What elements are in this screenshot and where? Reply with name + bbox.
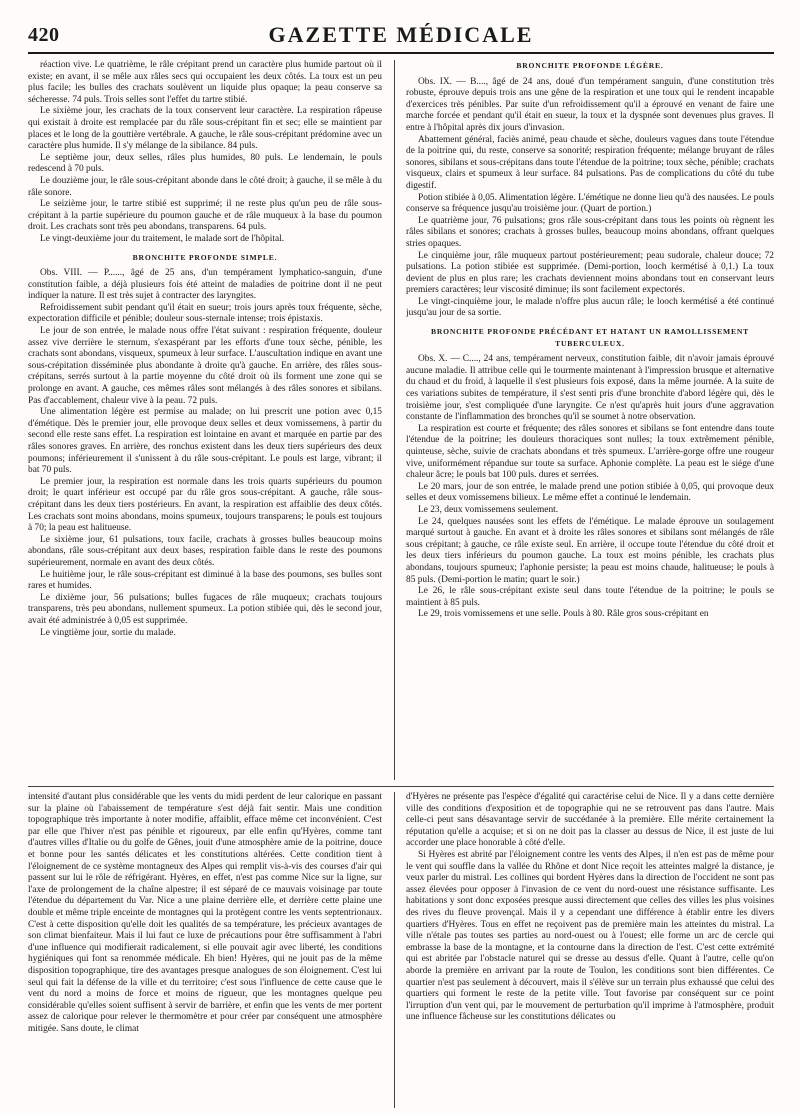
column-divider — [394, 60, 395, 780]
paragraph: intensité d'autant plus considérable que les vents du midi perdent de leur calorique en passant sur la plaine où l'abaissement de température s'est déjà fait sentir. Mais une condition topographique très importante à noter modifie, affaiblit, efface même cet inconvénient. C'est par elle que l'hiver n'est pas pénible et rigoureux, par elle enfin qu'Hyères, comme tant d'autres villes d'Italie ou du golfe de Gênes, jouit d'une atmosphère amie de la poitrine, douce et bonne pour les santés délicates et les constitutions altérées. Cette condition tient à l'éloignement de ce système montagneux des Alpes qui remplit vis-à-vis des courses d'air qui passent sur lui le rôle de réfrigérant. Hyères, en effet, n'est pas comme Nice sur la ligne, sur l'axe de prolongement de la chaîne alpestre; il est séparé de ce mauvais voisinage par toute l'étendue du département du Var. Nice a une plaine derrière elle, et derrière cette plaine une double et même triple enceinte de montagnes qui la protègent contre les vents septentrionaux. C'est à cette disposition qu'elle doit les qualités de sa température, les précieux avantages de son climat bienfaiteur. Mais il lui faut ce luxe de précautions pour être suffisamment à l'abri d'une influence qui modifierait radicalement, si elle pouvait agir avec liberté, les conditions hygiéniques qui font sa renommée médicale. Eh bien! Hyères, qui ne jouit pas de la même disposition topographique, tire des avantages presque analogues de son éloignement. C'est lui seul qui fait la défense de la ville et du territoire; c'est sous l'influence de cette cause que le vent du nord a moins de force et moins de rigueur, que les montagnes quelque peu considérable qu'elles soient suffisent à servir de barrière, et enfin que les vents de mer portent assez de calorique pour relever le thermomètre et pour créer par conséquent une atmosphère mitigée. Sans doute, le climat — [28, 792, 382, 1034]
column-lower-left — [28, 792, 382, 1108]
paragraph: Le vingtième jour, sortie du malade. — [40, 627, 176, 638]
paragraph: Le sixième jour, 61 pulsations, toux facile, crachats à grosses bulles beaucoup moins abondans, râle sous-crépitant aux deux bases, respiration faible dans le reste des poumons supérieurement, normale en avant des deux côtés. — [28, 534, 382, 568]
page-number: 420 — [28, 24, 60, 46]
column-lower-right — [406, 792, 774, 1108]
paragraph: La respiration est courte et fréquente; des râles sonores et sibilans se font entendre dans toute l'étendue de la poitrine; les douleurs thoraciques sont nulles; la toux extrêmement pénible, quinteuse, sèche, suivie de crachats abondans et très spumeux. L'arrière-gorge offre une rougeur vive, uniformément répandue sur toute sa surface. Aphonie complète. La peau est le siége d'une chaleur âcre; le pouls bat 100 puls. dures et serrées. — [406, 423, 774, 481]
paragraph: Si Hyères est abrité par l'éloignement contre les vents des Alpes, il n'en est pas de même pour le vent qui souffle dans la vallée du Rhône et dont Nice reçoit les atteintes malgré la distance, je veux parler du mistral. Les collines qui bordent Hyères dans la direction de l'occident ne sont pas assez élevées pour opposer à l'invasion de ce vent du nord-ouest une résistance suffisante. Les habitations y sont donc exposées presque aussi directement que celles des villes les plus voisines des rives du fleuve provençal. Mais il y a cependant une différence à établir entre les divers quartiers d'Hyères. Tous en effet ne reçoivent pas de première main les atteintes du mistral. La ville n'étale pas toutes ses parties au nord-ouest ou à l'ouest; elle forme un arc de cercle qui embrasse la base de la montagne, et la contourne dans la direction de l'est. C'est cette extrémité qui est abritée par l'obstacle naturel qui se dresse au dessus d'elle. Quant à l'autre, celle qu'on aborde la première en arrivant par la route de Toulon, les conditions sont bien différentes. Ce quartier n'est pas seulement à découvert, mais il s'élève sur un terrain plus exhaussé que celui des quartiers qui forment le reste de la petite ville. Tout favorise par conséquent sur ce point l'irruption d'un vent qui, par le mouvement de perturbation qu'il imprime à l'atmosphère, produit une influence fâcheuse sur les constitutions délicates ou — [406, 849, 774, 1023]
section-title: BRONCHITE PROFONDE SIMPLE. — [132, 252, 278, 262]
paragraph: Refroidissement subit pendant qu'il était en sueur; trois jours après toux fréquente, sèche, expectoration difficile et pénible; douleur sous-sternale intense; trois épistaxis. — [28, 302, 382, 325]
paragraph: Le huitième jour, le râle sous-crépitant est diminué à la base des poumons, ses bulles sont rares et humides. — [28, 569, 382, 592]
column-upper-left — [28, 60, 382, 780]
paragraph: réaction vive. Le quatrième, le râle crépitant prend un caractère plus humide partout où il existe; en avant, il se mêle aux râles secs qui occupaient les deux côtés. La toux est un peu plus facile; les bulles des crachats soulèvent un liquide plus opaque; la peau conserve sa sécheresse. 74 puls. Trois selles sont l'effet du tartre stibié. — [28, 60, 382, 105]
paragraph: Le sixième jour, les crachats de la toux conservent leur caractère. La respiration râpeuse qui existait à droite est remplacée par du râle sous-crépitant fin et sec; elle se maintient par places et le long de la gouttière vertébrale. A gauche, le râle sous-crépitant prédomine avec un caractère plus humide. Il s'y mélange de la sibilance. 84 puls. — [28, 106, 382, 152]
paragraph: Le douzième jour, le râle sous-crépitant abonde dans le côté droit; à gauche, il se mêle à du râle sonore. — [28, 175, 382, 198]
page-header — [28, 18, 774, 50]
paragraph: Le quatrième jour, 76 pulsations; gros râle sous-crépitant dans tous les points où règnent les râles sibilans et sonores; crachats à grosses bulles, beaucoup moins abondans, offrant quelques stries opaques. — [406, 215, 774, 249]
paragraph: Une alimentation légère est permise au malade; on lui prescrit une potion avec 0,15 d'émétique. Dès le premier jour, elle provoque deux selles et deux vomissemens, à partir du second elle reste sans effet. La respiration est lointaine en avant et marquée en partie par des râles sonores graves. En arrière, des ronchus existent dans les deux tiers supérieurs des deux poumons; inférieurement il s'unissent à du râle sous-crépitant. Le pouls est large, vibrant; il bat 70 puls. — [28, 407, 382, 476]
paragraph: Le vingt-deuxième jour du traitement, le malade sort de l'hôpital. — [40, 233, 285, 244]
paragraph: Le septième jour, deux selles, râles plus humides, 80 puls. Le lendemain, le pouls redescend à 70 puls. — [28, 152, 382, 175]
paragraph: Le 23, deux vomissemens seulement. — [418, 504, 559, 515]
paragraph: Le 26, le râle sous-crépitant existe seul dans toute l'étendue de la poitrine; le pouls se maintient à 85 puls. — [406, 586, 774, 608]
paragraph: Le seizième jour, le tartre stibié est supprimé; il ne reste plus qu'un peu de râle sous-crépitant à la partie supérieure du poumon gauche et de râle muqueux à la base du poumon droit. Les crachats sont très peu abondans, transparens. 64 puls. — [28, 199, 382, 233]
paragraph: Obs. VIII. — P......, âgé de 25 ans, d'un tempérament lymphatico-sanguin, d'une constitution faible, a déjà plusieurs fois été atteint de maladies de poitrine dont il ne peut indiquer la nature. Il est très sujet à contracter des laryngites. — [28, 268, 382, 302]
section-separator — [28, 786, 774, 787]
paragraph: Le 24, quelques nausées sont les effets de l'émétique. Le malade éprouve un soulagement marqué surtout à gauche. En avant et à droite les râles sonores et sibilans sont mélangés de râle sous crépitant; à gauche, ce râle existe seul. En arrière, il occupe toute l'étendue du côté droit et les deux tiers inférieurs du poumon gauche. La toux est moins pénible, les crachats plus abondans, toujours spumeux; l'aphonie persiste; la peau est moins chaude, halitueuse; le pouls à 85 puls. (Demi-portion le matin; quart le soir.) — [406, 516, 774, 585]
paragraph: Potion stibiée à 0,05. Alimentation légère. L'émétique ne donne lieu qu'à des nausées. Le pouls conserve sa fréquence jusqu'au troisième jour. (Quart de portion.) — [406, 192, 774, 215]
paragraph: Le premier jour, la respiration est normale dans les trois quarts supérieurs du poumon droit; le quart inférieur est occupé par du râle gros sous-crépitant. A gauche, râle sous-crépitant dans les deux tiers postérieurs. En avant, la respiration est affaiblie des deux côtés. Les crachats sont moins abondans, moins spumeux, toujours transparens; le pouls est toujours à 70; la peau est halitueuse. — [28, 476, 382, 534]
journal-title: GAZETTE MÉDICALE — [268, 22, 534, 47]
paragraph: Abattement général, faciès animé, peau chaude et sèche, douleurs vagues dans toute l'étendue de la poitrine qui, du reste, conserve sa sonorité; respiration fréquente; mélange bruyant de râles sonores, sibilans et sous-crépitans dans toute l'étendue de la poitrine; toux sèche, pénible; crachats visqueux, clairs et spumeux à leur surface. 84 pulsations. Pas de complications du côté du tube digestif. — [406, 134, 774, 191]
header-rule — [28, 52, 774, 54]
paragraph: Le cinquième jour, râle muqueux partout postérieurement; peau sudorale, chaleur douce; 72 pulsations. La potion stibiée est supprimée. (Demi-portion, looch kermétisé à 0,1.) La toux devient de plus en plus rare; les crachats deviennent moins abondans tout en conservant leurs premiers caractères; leur viscosité diminue; ils sont facilement expectorés. — [406, 250, 774, 296]
paragraph: Obs. X. — C...., 24 ans, tempérament nerveux, constitution faible, dit n'avoir jamais éprouvé aucune maladie. Il attribue celle qui le tourmente maintenant à l'impression brusque et alternative du chaud et du froid, à laquelle il s'est plusieurs fois exposé, dans la même journée. A la suite de ces variations subites de température, il s'est senti pris d'une bronchite d'abord légère qui, dès le troisième jour, s'est compliquée d'une laryngite. Ce n'est qu'après huit jours d'une aggravation constante de l'inflammation des bronches qu'il se soumet à notre observation. — [406, 354, 774, 423]
paragraph: Obs. IX. — B...., âgé de 24 ans, doué d'un tempérament sanguin, d'une constitution très robuste, éprouve depuis trois ans une gêne de la respiration et une toux qui le rendent incapable d'exercices très pénibles. Par suite d'un refroidissement qu'il a éprouvé en venant de faire une marche forcée et pendant qu'il était en sueur, la toux et la dyspnée sont devenues plus graves. Il entre à l'hôpital après dix jours d'invasion. — [406, 76, 774, 133]
paragraph: d'Hyères ne présente pas l'espèce d'égalité qui caractérise celui de Nice. Il y a dans cette dernière ville des conditions d'exposition et de topographie qui ne se retrouvent pas dans l'autre. Mais celle-ci peut sans désavantage servir de succédanée à la première. Elle mérite certainement la réputation qu'elle a acquise; et si on ne doit pas la classer au dessus de Nice, il est juste de lui accorder une place honorable à côté d'elle. — [406, 792, 774, 849]
paragraph: Le dixième jour, 56 pulsations; bulles fugaces de râle muqueux; crachats toujours transparens, très peu abondans, nullement spumeux. La potion stibiée qui, dès le second jour, avait été administrée à 0,05 est supprimée. — [28, 592, 382, 626]
column-upper-right — [406, 60, 774, 780]
paragraph: Le 20 mars, jour de son entrée, le malade prend une potion stibiée à 0,05, qui provoque deux selles et deux vomissemens bilieux. Le même effet a continué le lendemain. — [406, 481, 774, 504]
paragraph: Le 29, trois vomissemens et une selle. Pouls à 80. Râle gros sous-crépitant en — [418, 609, 709, 620]
paragraph: Le vingt-cinquième jour, le malade n'offre plus aucun râle; le looch kermétisé a été continué jusqu'au jour de sa sortie. — [406, 296, 774, 319]
section-title: BRONCHITE PROFONDE PRÉCÉDANT ET HATANT UN RAMOLLISSEMENT TUBERCULEUX. — [431, 327, 749, 348]
column-divider — [394, 792, 395, 1108]
section-title: BRONCHITE PROFONDE LÉGÈRE. — [516, 61, 664, 70]
paragraph: Le jour de son entrée, le malade nous offre l'état suivant : respiration fréquente, douleur assez vive derrière le sternum, s'exaspérant par les efforts d'une toux sèche, pénible, les crachats sont abondans, visqueux, spumeux à leur surface. L'auscultation indique en avant une sous-crépitation disséminée plus abondante à droite qu'à gauche. En arrière, des râles sous-crépitans, serrés surtout à la partie moyenne du côté droit où ils forment une zone qui se prolonge en avant. A gauche, ces mêmes râles sont mélangés à des râles sonores et sibilans. Pas d'accablement, chaleur vive à la peau. 72 puls. — [28, 326, 382, 406]
